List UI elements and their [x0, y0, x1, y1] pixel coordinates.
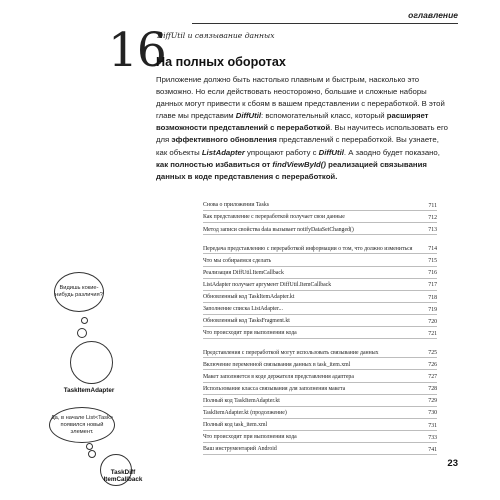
- intro-paragraph: [156, 74, 452, 183]
- toc-entry-title: TaskItemAdapter.kt (продолжение): [203, 410, 287, 417]
- bubble-tail-dot: [77, 328, 87, 338]
- toc-entry-title: Реализация DiffUtil.ItemCallback: [203, 269, 284, 276]
- toc-entry-page: 728: [428, 386, 437, 393]
- toc-entry-page: 718: [428, 294, 437, 301]
- toc-entry[interactable]: [203, 223, 437, 235]
- toc-entry-title: Полный код TaskItemAdapter.kt: [203, 397, 280, 404]
- toc-entry-title: Полный код task_item.xml: [203, 422, 268, 429]
- toc-entry[interactable]: [203, 235, 437, 254]
- section-title: На полных оборотах: [156, 55, 286, 69]
- intro-emph: ListAdapter: [201, 147, 245, 157]
- toc-entry-page: 712: [428, 214, 437, 221]
- intro-bold: как полностью избавиться от: [156, 159, 273, 169]
- intro-bold: расширяет возможности представлений с переработкой: [156, 111, 429, 133]
- toc-entry[interactable]: [203, 431, 437, 443]
- toc-entry-title: Обновленный код TaskItemAdapter.kt: [203, 294, 295, 301]
- toc-entry-page: 713: [428, 226, 437, 233]
- toc-entry-page: 711: [428, 202, 437, 209]
- toc-entry-title: Как представление с переработкой получает свои данные: [203, 214, 345, 221]
- toc-entry-page: 715: [428, 258, 437, 265]
- chapter-number: 16: [108, 23, 166, 78]
- toc-entry-page: 717: [428, 282, 437, 289]
- toc-entry-page: 714: [428, 246, 437, 253]
- intro-emph: DiffUtil: [318, 147, 344, 157]
- speech-bubble: [49, 407, 115, 443]
- header-rule: [192, 23, 458, 24]
- toc-entry-page: 730: [428, 410, 437, 417]
- intro-text: упрощают работу с: [244, 147, 319, 157]
- toc-entry-page: 741: [428, 446, 437, 453]
- page-number: 23: [447, 458, 458, 469]
- toc-entry[interactable]: [203, 443, 437, 455]
- intro-bold: реализацией связывания данных в коде представления с переработкой.: [156, 159, 427, 181]
- toc-entry-title: Ваш инструментарий Android: [203, 446, 277, 453]
- toc-entry[interactable]: [203, 370, 437, 382]
- intro-text: . Вы научитесь использовать его для: [156, 123, 448, 145]
- toc-entry-page: 720: [428, 318, 437, 325]
- toc-entry-page: 727: [428, 374, 437, 381]
- bubble-tail-dot: [81, 317, 88, 324]
- toc-entry-title: Включение переменной связывания данных в task_item.xml: [203, 361, 351, 368]
- toc-entry-page: 726: [428, 362, 437, 369]
- toc-entry[interactable]: [203, 254, 437, 266]
- header-label: оглавление: [408, 10, 458, 20]
- toc-entry-title: Что мы собираемся сделать: [203, 257, 272, 264]
- speech-bubble: [54, 272, 104, 312]
- toc-entry-title: Представления с переработкой могут использовать связывание данных: [203, 349, 379, 356]
- toc-entry[interactable]: [203, 291, 437, 303]
- toc-entry-title: Что происходит при выполнении кода: [203, 434, 297, 441]
- figure-caption: [78, 469, 168, 484]
- adapter-circle: [70, 341, 113, 384]
- toc-entry-title: ListAdapter получает аргумент DiffUtil.ItemCallback: [203, 282, 332, 289]
- intro-emph: DiffUtil: [235, 111, 262, 121]
- toc-entry-page: 731: [428, 422, 437, 429]
- toc-entry-page: 716: [428, 270, 437, 277]
- toc-entry-title: Метод записи свойства data вызывает notifyDataSetChanged(): [203, 226, 354, 233]
- intro-text: Приложение должно быть настолько плавным и быстрым, насколько это возможно. Но если действовать неосторожно, большие и сложные наборы данных могут привести к сбоям в вашем представлении с переработкой. В этой главе мы представим: [156, 75, 445, 121]
- toc-entry[interactable]: [203, 315, 437, 327]
- toc-entry-title: Обновленный код TasksFragment.kt: [203, 318, 290, 325]
- toc-entry[interactable]: [203, 303, 437, 315]
- intro-text: : вспомогательный класс, который: [261, 111, 387, 121]
- toc-entry[interactable]: [203, 211, 437, 223]
- toc-entry-page: 721: [428, 330, 437, 337]
- toc-entry[interactable]: [203, 383, 437, 395]
- intro-bold: эффективного обновления: [171, 135, 277, 145]
- toc-entry[interactable]: [203, 267, 437, 279]
- toc-entry-page: 733: [428, 434, 437, 441]
- toc-entry-page: 725: [428, 350, 437, 357]
- toc-entry-title: Макет заполняется в коде держателя представления адаптера: [203, 373, 354, 380]
- toc-entry-title: Что происходит при выполнении кода: [203, 330, 297, 337]
- toc-entry-title: Передача представлению с переработкой информации о том, что должно измениться: [203, 245, 413, 252]
- intro-emph: findViewById(): [272, 159, 326, 169]
- toc-entry[interactable]: [203, 358, 437, 370]
- toc-entry-title: Использование класса связывания для заполнения макета: [203, 385, 346, 392]
- table-of-contents: [203, 199, 437, 455]
- caption-line: TaskDiff: [110, 469, 136, 476]
- toc-entry[interactable]: [203, 327, 437, 339]
- toc-entry[interactable]: [203, 407, 437, 419]
- toc-entry[interactable]: [203, 279, 437, 291]
- caption-line: ItemCallback: [103, 476, 143, 484]
- toc-entry-title: Снова о приложении Tasks: [203, 202, 270, 209]
- chapter-title: DiffUtil и связывание данных: [157, 31, 275, 40]
- toc-entry[interactable]: [203, 419, 437, 431]
- toc-entry[interactable]: [203, 395, 437, 407]
- toc-entry-title: Заполнение списка ListAdapter...: [203, 306, 283, 313]
- toc-entry[interactable]: [203, 339, 437, 358]
- bubble-text: Да, в начале List<Task> появился новый элемент.: [50, 414, 114, 435]
- bubble-text: Видишь кокие-нибудь различия?: [55, 285, 103, 298]
- figure-caption: TaskItemAdapter: [63, 387, 115, 394]
- toc-entry-page: 729: [428, 398, 437, 405]
- toc-entry-page: 719: [428, 306, 437, 313]
- intro-text: представлений с переработкой. Вы узнаете, как объекты: [156, 135, 439, 157]
- toc-entry[interactable]: [203, 199, 437, 211]
- bubble-tail-dot: [88, 450, 96, 458]
- bubble-tail-dot: [86, 443, 93, 450]
- intro-text: . А заодно будет показано,: [343, 147, 440, 157]
